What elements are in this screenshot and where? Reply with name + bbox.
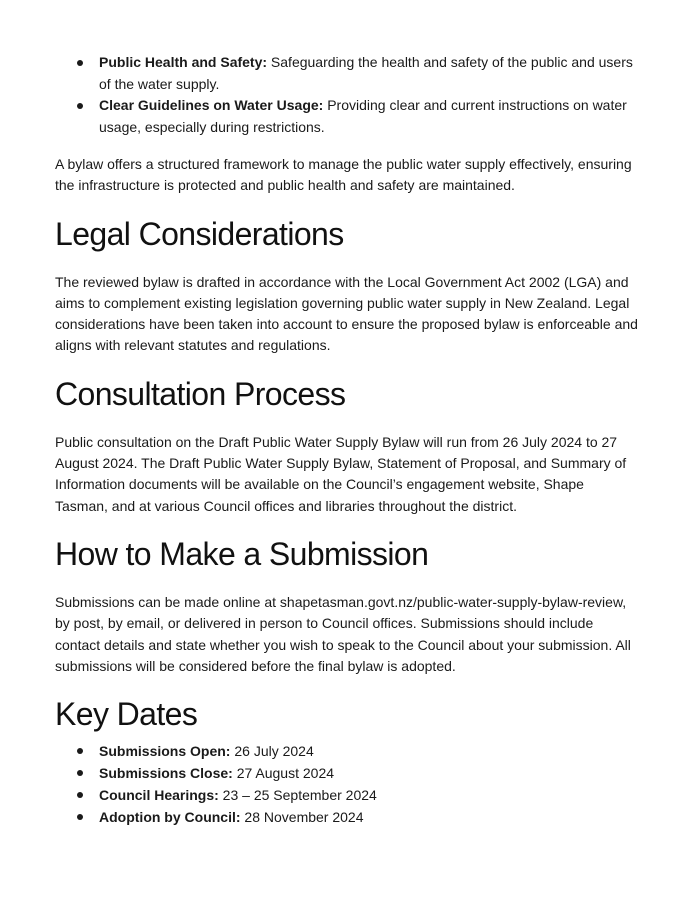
date-label: Submissions Open:: [99, 743, 231, 760]
date-value: 27 August 2024: [232, 765, 335, 782]
date-value: 28 November 2024: [240, 809, 364, 826]
list-item: [55, 52, 640, 95]
key-dates-heading: Key Dates: [55, 696, 198, 733]
list-item-text: Safeguarding the health and safety of the public and users of the water supply.: [99, 54, 633, 92]
list-item: [55, 740, 640, 762]
date-label: Council Hearings:: [99, 787, 219, 804]
bullet-icon: [77, 814, 83, 820]
submission-heading: How to Make a Submission: [55, 535, 429, 572]
bullet-icon: [77, 60, 83, 66]
intro-paragraph: A bylaw offers a structured framework to manage the public water supply effectively, ensuring the infrastructure is protected and public health and safety are maintained.: [55, 156, 632, 194]
bullet-icon: [77, 748, 83, 754]
benefits-list: [55, 52, 640, 138]
list-item-label: Public Health and Safety:: [99, 54, 268, 70]
document-page: [55, 52, 640, 828]
date-label: Submissions Close:: [99, 765, 233, 782]
date-value: 23 – 25 September 2024: [218, 787, 377, 804]
bullet-icon: [77, 103, 83, 109]
key-dates-list: [55, 740, 640, 828]
consultation-paragraph: Public consultation on the Draft Public Water Supply Bylaw will run from 26 July 2024 to 27 August 2024. The Draft Public Water Supply Bylaw, Statement of Proposal, and Summary of Information documents will be available on the Council’s engagement website, Shape Tasman, and at various Council offices and libraries throughout the district.: [55, 433, 627, 514]
consultation-heading: Consultation Process: [55, 375, 346, 412]
legal-paragraph: The reviewed bylaw is drafted in accordance with the Local Government Act 2002 (LGA) and aims to complement existing legislation governing public water supply in New Zealand. Legal considerations have been taken into account to ensure the proposed bylaw is enforceable and aligns with relevant statutes and regulations.: [55, 273, 638, 354]
list-item: [55, 784, 640, 806]
bullet-icon: [77, 792, 83, 798]
bullet-icon: [77, 770, 83, 776]
date-label: Adoption by Council:: [99, 809, 241, 826]
submission-paragraph: Submissions can be made online at shapetasman.govt.nz/public-water-supply-bylaw-review, by post, by email, or delivered in person to Council offices. Submissions should include contact details and state whether you wish to speak to the Council about your submission. All submissions will be considered before the final bylaw is adopted.: [55, 593, 631, 674]
list-item-text: Providing clear and current instructions on water usage, especially during restrictions.: [99, 97, 627, 135]
list-item: [55, 806, 640, 828]
list-item: [55, 762, 640, 784]
legal-heading: Legal Considerations: [55, 215, 344, 252]
list-item: [55, 95, 640, 138]
list-item-label: Clear Guidelines on Water Usage:: [99, 97, 324, 113]
date-value: 26 July 2024: [230, 743, 314, 760]
